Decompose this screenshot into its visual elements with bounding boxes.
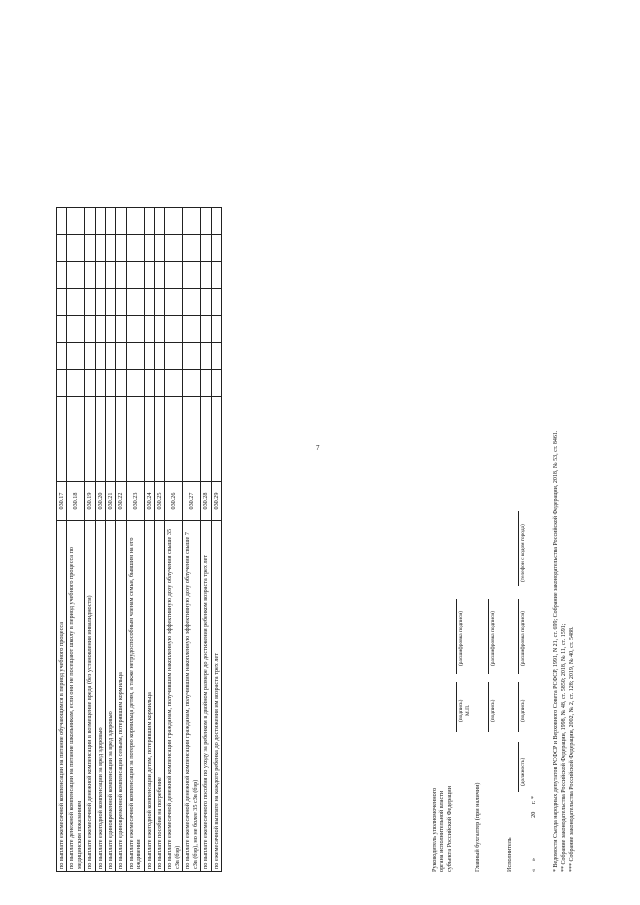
empty-cell: [144, 262, 154, 289]
empty-cell: [183, 316, 201, 343]
empty-cell: [116, 370, 126, 397]
table-row: [211, 208, 221, 872]
empty-cell: [183, 343, 201, 370]
empty-cell: [144, 235, 154, 262]
row-code: 030.26: [165, 482, 183, 521]
empty-cell: [95, 316, 105, 343]
table-row: [116, 208, 126, 872]
executor-caption-phone: (телефон с кодом города): [520, 524, 526, 582]
executor-sign-line: [518, 682, 519, 732]
empty-cell: [155, 208, 165, 235]
row-name: по выплате единовременной компенсации за вред здоровью: [106, 521, 116, 872]
table-row: [67, 208, 85, 872]
row-name: по выплате ежемесячного пособия по уходу за ребенком в двойном размере до достижения ребенком возраста трех лет: [201, 521, 211, 872]
accountant-caption-sign: (подпись): [490, 699, 496, 722]
empty-cell: [144, 316, 154, 343]
empty-cell: [211, 235, 221, 262]
empty-cell: [106, 343, 116, 370]
empty-cell: [57, 262, 67, 289]
empty-cell: [95, 289, 105, 316]
empty-cell: [155, 316, 165, 343]
empty-cell: [144, 208, 154, 235]
executor-phone-line: [518, 511, 519, 586]
empty-cell: [201, 343, 211, 370]
empty-cell: [126, 208, 144, 235]
head-name-line: [456, 599, 457, 674]
row-name: по выплате единовременной компенсации семьям, потерявшим кормильца: [116, 521, 126, 872]
row-name: по выплате пособия на погребение: [155, 521, 165, 872]
empty-cell: [95, 397, 105, 482]
empty-cell: [116, 316, 126, 343]
empty-cell: [126, 343, 144, 370]
empty-cell: [106, 235, 116, 262]
empty-cell: [183, 370, 201, 397]
empty-cell: [57, 289, 67, 316]
row-code: 030.19: [85, 482, 95, 521]
empty-cell: [201, 208, 211, 235]
empty-cell: [67, 397, 85, 482]
empty-cell: [67, 262, 85, 289]
empty-cell: [67, 235, 85, 262]
row-code: 030.25: [155, 482, 165, 521]
head-caption-name: (расшифровка подписи): [458, 610, 464, 666]
table-row: [95, 208, 105, 872]
empty-cell: [126, 370, 144, 397]
empty-cell: [106, 262, 116, 289]
row-code: 030.29: [211, 482, 221, 521]
row-name: по выплате денежной компенсации на питание школьникам, если они не посещают школу в период учебного процесса по медицинским показаниям: [67, 521, 85, 872]
row-code: 030.20: [95, 482, 105, 521]
empty-cell: [116, 343, 126, 370]
empty-cell: [116, 208, 126, 235]
empty-cell: [126, 316, 144, 343]
empty-cell: [183, 289, 201, 316]
empty-cell: [165, 208, 183, 235]
table-row: [144, 208, 154, 872]
empty-cell: [106, 208, 116, 235]
empty-cell: [126, 397, 144, 482]
table-row: [85, 208, 95, 872]
empty-cell: [211, 397, 221, 482]
row-name: по выплате ежемесячной денежной компенсации в возмещение вреда (без установления инвалидности): [85, 521, 95, 872]
table-row: [155, 208, 165, 872]
empty-cell: [106, 316, 116, 343]
empty-cell: [155, 343, 165, 370]
head-sign-line: [456, 682, 457, 732]
empty-cell: [155, 262, 165, 289]
empty-cell: [95, 262, 105, 289]
empty-cell: [211, 343, 221, 370]
row-code: 030.28: [201, 482, 211, 521]
row-code: 030.21: [106, 482, 116, 521]
empty-cell: [85, 397, 95, 482]
empty-cell: [183, 235, 201, 262]
row-code: 030.17: [57, 482, 67, 521]
empty-cell: [95, 343, 105, 370]
empty-cell: [165, 397, 183, 482]
empty-cell: [201, 397, 211, 482]
empty-cell: [67, 370, 85, 397]
table-row: [57, 208, 67, 872]
empty-cell: [165, 370, 183, 397]
empty-cell: [144, 370, 154, 397]
empty-cell: [85, 343, 95, 370]
empty-cell: [95, 208, 105, 235]
empty-cell: [95, 235, 105, 262]
empty-cell: [57, 370, 67, 397]
empty-cell: [165, 262, 183, 289]
empty-cell: [165, 235, 183, 262]
empty-cell: [155, 370, 165, 397]
mp-label: М.П.: [465, 704, 471, 716]
table-row: [201, 208, 211, 872]
empty-cell: [57, 316, 67, 343]
row-code: 030.18: [67, 482, 85, 521]
empty-cell: [85, 235, 95, 262]
table-row: [126, 208, 144, 872]
table-row: [106, 208, 116, 872]
empty-cell: [155, 289, 165, 316]
accountant-caption-name: (расшифровка подписи): [490, 610, 496, 666]
page-number: 7: [316, 444, 320, 452]
empty-cell: [116, 235, 126, 262]
head-label: Руководитель уполномоченного органа исполнительной власти субъекта Российской Федерации: [431, 786, 453, 872]
empty-cell: [144, 397, 154, 482]
row-name: по выплате ежемесячной денежной компенсации гражданам, получившим накопленную эффективную дозу облучения свыше 35 сЗв (бэр): [165, 521, 183, 872]
empty-cell: [116, 289, 126, 316]
row-code: 030.24: [144, 482, 154, 521]
report-table: [56, 207, 222, 872]
empty-cell: [183, 397, 201, 482]
executor-name-line: [518, 599, 519, 674]
empty-cell: [201, 235, 211, 262]
row-name: по выплате ежемесячной компенсации на питание обучающимся в период учебного процесса: [57, 521, 67, 872]
empty-cell: [165, 343, 183, 370]
empty-cell: [144, 289, 154, 316]
executor-position-line: [518, 742, 519, 792]
row-name: по выплате ежемесячной компенсации за потерю кормильца детям, а также нетрудоспособным членам семьи, бывшим на его иждивении: [126, 521, 144, 872]
footnote-3: *** Собрание законодательства Российской Федерации, 2002, № 2, ст. 128; 2019, № 40, ст. 5488.: [569, 626, 575, 872]
accountant-sign-line: [488, 682, 489, 732]
table-row: [183, 208, 201, 872]
empty-cell: [144, 343, 154, 370]
row-name: по ежемесячной выплате на каждого ребенка до достижения им возраста трех лет: [211, 521, 221, 872]
empty-cell: [165, 289, 183, 316]
empty-cell: [116, 397, 126, 482]
table-row: [165, 208, 183, 872]
empty-cell: [165, 316, 183, 343]
empty-cell: [57, 343, 67, 370]
empty-cell: [211, 316, 221, 343]
row-name: по выплате ежемесячной денежной компенсации гражданам, получившим накопленную эффективную дозу облучения свыше 7 сЗв (бэр), но не более 35 сЗв (бэр): [183, 521, 201, 872]
empty-cell: [211, 262, 221, 289]
executor-caption-sign: (подпись): [520, 699, 526, 722]
empty-cell: [57, 397, 67, 482]
empty-cell: [201, 370, 211, 397]
row-code: 030.22: [116, 482, 126, 521]
executor-caption-name: (расшифровка подписи): [520, 610, 526, 666]
empty-cell: [201, 262, 211, 289]
empty-cell: [183, 208, 201, 235]
executor-caption-position: (должность): [520, 757, 526, 786]
empty-cell: [126, 289, 144, 316]
empty-cell: [106, 289, 116, 316]
empty-cell: [126, 235, 144, 262]
empty-cell: [95, 370, 105, 397]
empty-cell: [67, 208, 85, 235]
empty-cell: [67, 343, 85, 370]
empty-cell: [106, 370, 116, 397]
row-name: по выплате ежегодной компенсации за вред здоровью: [95, 521, 105, 872]
accountant-label: Главный бухгалтер (при наличии): [474, 782, 481, 872]
empty-cell: [183, 262, 201, 289]
empty-cell: [201, 289, 211, 316]
empty-cell: [67, 289, 85, 316]
empty-cell: [85, 208, 95, 235]
empty-cell: [57, 208, 67, 235]
empty-cell: [85, 289, 95, 316]
empty-cell: [211, 208, 221, 235]
empty-cell: [57, 235, 67, 262]
empty-cell: [201, 316, 211, 343]
executor-label: Исполнитель: [506, 837, 513, 872]
empty-cell: [155, 235, 165, 262]
date-line: « » 20 г. *: [530, 795, 537, 872]
empty-cell: [85, 262, 95, 289]
empty-cell: [126, 262, 144, 289]
row-code: 030.27: [183, 482, 201, 521]
row-name: по выплате ежегодной компенсации детям, потерявшим кормильца: [144, 521, 154, 872]
empty-cell: [85, 316, 95, 343]
empty-cell: [106, 397, 116, 482]
head-caption-sign: (подпись): [458, 699, 464, 722]
row-code: 030.23: [126, 482, 144, 521]
empty-cell: [211, 289, 221, 316]
empty-cell: [116, 262, 126, 289]
rotated-content: [28, 172, 608, 872]
footnote-2: ** Собрание законодательства Российской Федерации, 1998, № 48, ст. 5850; 2018, № 11, ст. 1591;: [561, 623, 567, 872]
empty-cell: [211, 370, 221, 397]
empty-cell: [155, 397, 165, 482]
footnote-1: * Ведомости Съезда народных депутатов РСФСР и Верховного Совета РСФСР, 1991, N 21, ст. 699; Собрание законодательства Российской Федерации, 2018, № 53, ст. 8461.: [553, 430, 559, 872]
empty-cell: [67, 316, 85, 343]
empty-cell: [85, 370, 95, 397]
accountant-name-line: [488, 599, 489, 674]
